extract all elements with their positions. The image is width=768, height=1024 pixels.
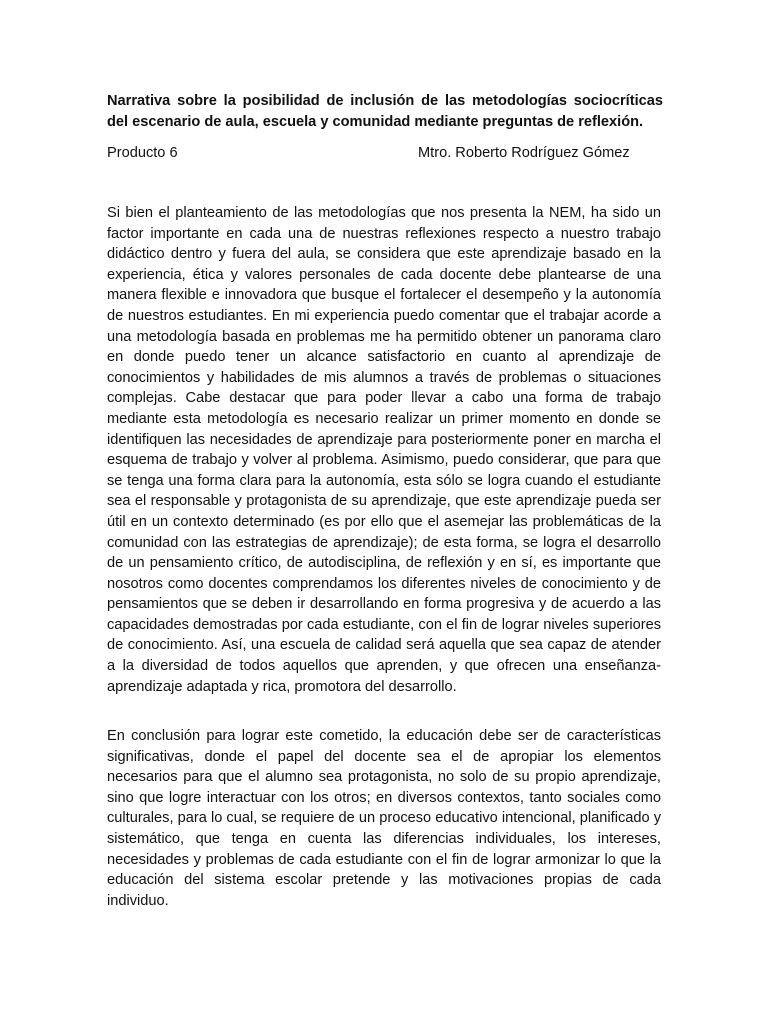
body-paragraph: En conclusión para lograr este cometido, la educación debe ser de características significativas, donde el papel del docente sea el de apropiar los elementos necesarios para que el alumno sea protagonista, no solo de su propio aprendizaje, sino que logre interactuar con los otros; en diversos contextos, tanto sociales como culturales, para lo cual, se requiere de un proceso educativo intencional, planificado y sistemático, que tenga en cuenta las diferencias individuales, los intereses, necesidades y problemas de cada estudiante con el fin de lograr armonizar lo que la educación del sistema escolar pretende y las motivaciones propias de cada individuo. bbox=[107, 728, 661, 909]
body-paragraph: Si bien el planteamiento de las metodologías que nos presenta la NEM, ha sido un factor importante en cada una de nuestras reflexiones respecto a nuestro trabajo didáctico dentro y fuera del aula, se considera que este aprendizaje basado en la experiencia, ética y valores personales de cada docente debe plantearse de una manera flexible e innovadora que busque el fortalecer el desempeño y la autonomía de nuestros estudiantes. En mi experiencia puedo comentar que el trabajar acorde a una metodología basada en problemas me ha permitido obtener un panorama claro en donde puedo tener un alcance satisfactorio en cuanto al aprendizaje de conocimientos y habilidades de mis alumnos a través de problemas o situaciones complejas. Cabe destacar que para poder llevar a cabo una forma de trabajo mediante esta metodología es necesario realizar un primer momento en donde se identifiquen las necesidades de aprendizaje para posteriormente poner en marcha el esquema de trabajo y volver al problema. Asimismo, puedo considerar, que para que se tenga una forma clara para la autonomía, esta sólo se logra cuando el estudiante sea el responsable y protagonista de su aprendizaje, que este aprendizaje pueda ser útil en un contexto determinado (es por ello que el asemejar las problemáticas de la comunidad con las estrategias de aprendizaje); de esta forma, se logra el desarrollo de un pensamiento crítico, de autodisciplina, de reflexión y en sí, es importante que nosotros como docentes comprendamos los diferentes niveles de conocimiento y de pensamientos que se deben ir desarrollando en forma progresiva y de acuerdo a las capacidades demostradas por cada estudiante, con el fin de lograr niveles superiores de conocimiento. Así, una escuela de calidad será aquella que sea capaz de atender a la diversidad de todos aquellos que aprenden, y que ofrecen una enseñanza- aprendizaje adaptada y rica, promotora del desarrollo. bbox=[107, 205, 661, 695]
product-label: Producto 6 bbox=[107, 145, 178, 161]
document-title: Narrativa sobre la posibilidad de inclusión de las metodologías sociocríticas del escenario de aula, escuela y comunidad mediante preguntas de reflexión. bbox=[107, 93, 663, 130]
author-name: Mtro. Roberto Rodríguez Gómez bbox=[418, 145, 630, 161]
